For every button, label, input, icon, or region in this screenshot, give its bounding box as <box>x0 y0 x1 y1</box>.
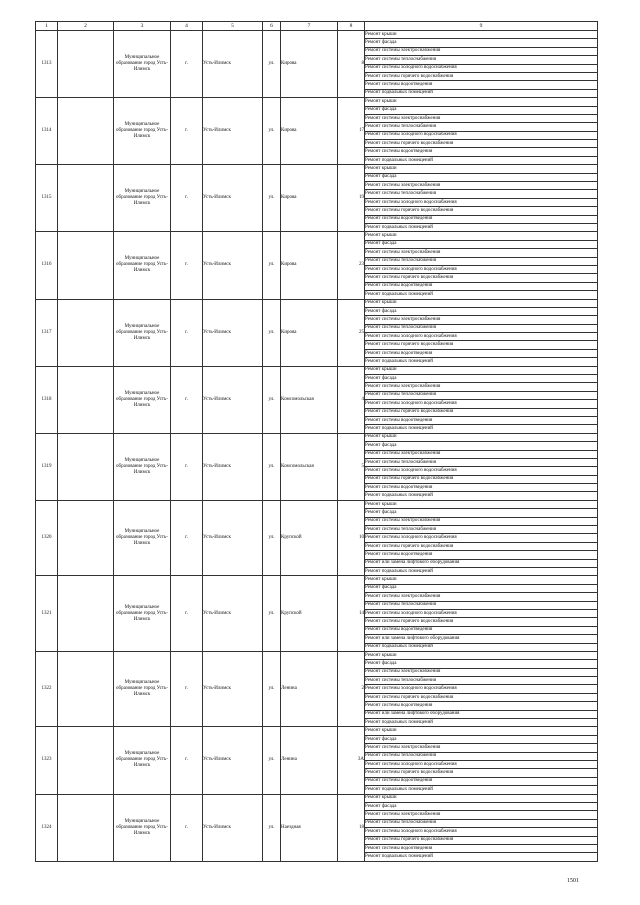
column-number: 4 <box>171 22 203 31</box>
settlement-name: Усть-Илимск <box>203 299 263 366</box>
work-type: Ремонт системы теплоснабжения <box>365 458 598 466</box>
house-number: 2 <box>338 651 365 727</box>
municipality-name: Муниципальное образование город Усть-Илимск <box>114 576 171 652</box>
row-number: 1319 <box>36 433 58 500</box>
work-type: Ремонт фасада <box>365 660 598 668</box>
column-number: 6 <box>263 22 281 31</box>
work-type: Ремонт системы горячего водоснабжения <box>365 341 598 349</box>
column-number: 9 <box>365 22 598 31</box>
work-type: Ремонт системы теплоснабжения <box>365 190 598 198</box>
row-number: 1321 <box>36 576 58 652</box>
work-type: Ремонт крыши <box>365 576 598 584</box>
municipality-name: Муниципальное образование город Усть-Илимск <box>114 232 171 299</box>
settlement-type: г. <box>171 727 203 794</box>
column-number: 7 <box>281 22 338 31</box>
work-type: Ремонт системы горячего водоснабжения <box>365 693 598 701</box>
table-row <box>36 794 598 802</box>
settlement-name: Усть-Илимск <box>203 500 263 576</box>
municipality-name: Муниципальное образование город Усть-Илимск <box>114 366 171 433</box>
street-type: ул. <box>263 794 281 861</box>
work-type: Ремонт крыши <box>365 433 598 441</box>
work-type: Ремонт системы горячего водоснабжения <box>365 140 598 148</box>
work-type: Ремонт крыши <box>365 232 598 240</box>
work-type: Ремонт подвальных помещений <box>365 223 598 231</box>
work-type: Ремонт крыши <box>365 366 598 374</box>
house-number: 17 <box>338 98 365 165</box>
work-type: Ремонт фасада <box>365 802 598 810</box>
empty-cell <box>58 165 114 232</box>
repair-register-table <box>35 21 598 862</box>
settlement-type: г. <box>171 299 203 366</box>
work-type: Ремонт системы водоотведения <box>365 844 598 852</box>
street-type: ул. <box>263 299 281 366</box>
settlement-name: Усть-Илимск <box>203 366 263 433</box>
settlement-type: г. <box>171 576 203 652</box>
work-type: Ремонт системы водоотведения <box>365 626 598 634</box>
work-type: Ремонт системы водоотведения <box>365 282 598 290</box>
house-number: 18 <box>338 794 365 861</box>
work-type: Ремонт системы теплоснабжения <box>365 526 598 534</box>
row-number: 1324 <box>36 794 58 861</box>
settlement-name: Усть-Илимск <box>203 576 263 652</box>
house-number: 3А <box>338 727 365 794</box>
work-type: Ремонт системы теплоснабжения <box>365 391 598 399</box>
work-type: Ремонт крыши <box>365 165 598 173</box>
work-type: Ремонт системы водоотведения <box>365 81 598 89</box>
work-type: Ремонт системы электроснабжения <box>365 182 598 190</box>
row-number: 1322 <box>36 651 58 727</box>
work-type: Ремонт системы холодного водоснабжения <box>365 685 598 693</box>
work-type: Ремонт или замена лифтового оборудования <box>365 635 598 643</box>
street-name: Комсомольская <box>281 366 338 433</box>
column-number: 1 <box>36 22 58 31</box>
work-type: Ремонт системы электроснабжения <box>365 811 598 819</box>
work-type: Ремонт системы теплоснабжения <box>365 324 598 332</box>
work-type: Ремонт системы горячего водоснабжения <box>365 408 598 416</box>
settlement-name: Усть-Илимск <box>203 794 263 861</box>
work-type: Ремонт системы водоотведения <box>365 349 598 357</box>
work-type: Ремонт подвальных помещений <box>365 786 598 794</box>
work-type: Ремонт системы горячего водоснабжения <box>365 475 598 483</box>
work-type: Ремонт подвальных помещений <box>365 156 598 164</box>
column-number: 2 <box>58 22 114 31</box>
work-type: Ремонт системы горячего водоснабжения <box>365 618 598 626</box>
work-type: Ремонт системы водоотведения <box>365 777 598 785</box>
work-type: Ремонт системы электроснабжения <box>365 249 598 257</box>
work-type: Ремонт системы холодного водоснабжения <box>365 333 598 341</box>
table-row <box>36 651 598 659</box>
work-type: Ремонт системы электроснабжения <box>365 316 598 324</box>
work-type: Ремонт системы горячего водоснабжения <box>365 836 598 844</box>
empty-cell <box>58 31 114 98</box>
work-type: Ремонт фасада <box>365 240 598 248</box>
work-type: Ремонт крыши <box>365 794 598 802</box>
street-name: Крупской <box>281 576 338 652</box>
work-type: Ремонт или замена лифтового оборудования <box>365 559 598 567</box>
settlement-type: г. <box>171 433 203 500</box>
work-type: Ремонт системы водоотведения <box>365 148 598 156</box>
street-name: Комсомольская <box>281 433 338 500</box>
work-type: Ремонт подвальных помещений <box>365 853 598 861</box>
table-row <box>36 232 598 240</box>
work-type: Ремонт системы холодного водоснабжения <box>365 467 598 475</box>
street-type: ул. <box>263 727 281 794</box>
municipality-name: Муниципальное образование город Усть-Илимск <box>114 794 171 861</box>
table-row <box>36 165 598 173</box>
work-type: Ремонт крыши <box>365 651 598 659</box>
work-type: Ремонт фасада <box>365 442 598 450</box>
work-type: Ремонт системы теплоснабжения <box>365 677 598 685</box>
table-row <box>36 576 598 584</box>
street-type: ул. <box>263 98 281 165</box>
settlement-name: Усть-Илимск <box>203 31 263 98</box>
work-type: Ремонт системы холодного водоснабжения <box>365 400 598 408</box>
work-type: Ремонт подвальных помещений <box>365 89 598 97</box>
municipality-name: Муниципальное образование город Усть-Илимск <box>114 299 171 366</box>
empty-cell <box>58 500 114 576</box>
work-type: Ремонт системы теплоснабжения <box>365 123 598 131</box>
work-type: Ремонт системы электроснабжения <box>365 450 598 458</box>
row-number: 1315 <box>36 165 58 232</box>
work-type: Ремонт крыши <box>365 299 598 307</box>
work-type: Ремонт системы водоотведения <box>365 416 598 424</box>
settlement-type: г. <box>171 31 203 98</box>
municipality-name: Муниципальное образование город Усть-Илимск <box>114 433 171 500</box>
work-type: Ремонт системы теплоснабжения <box>365 56 598 64</box>
row-number: 1317 <box>36 299 58 366</box>
work-type: Ремонт системы горячего водоснабжения <box>365 207 598 215</box>
settlement-type: г. <box>171 500 203 576</box>
table-row <box>36 366 598 374</box>
work-type: Ремонт крыши <box>365 727 598 735</box>
settlement-type: г. <box>171 651 203 727</box>
row-number: 1318 <box>36 366 58 433</box>
settlement-type: г. <box>171 366 203 433</box>
work-type: Ремонт или замена лифтового оборудования <box>365 710 598 718</box>
house-number: 25 <box>338 299 365 366</box>
work-type: Ремонт системы холодного водоснабжения <box>365 760 598 768</box>
table-row <box>36 727 598 735</box>
work-type: Ремонт системы электроснабжения <box>365 668 598 676</box>
street-type: ул. <box>263 500 281 576</box>
work-type: Ремонт системы водоотведения <box>365 484 598 492</box>
empty-cell <box>58 299 114 366</box>
street-name: Кирова <box>281 165 338 232</box>
table-row <box>36 500 598 508</box>
house-number: 19 <box>338 165 365 232</box>
work-type: Ремонт системы электроснабжения <box>365 383 598 391</box>
row-number: 1313 <box>36 31 58 98</box>
work-type: Ремонт системы водоотведения <box>365 702 598 710</box>
row-number: 1316 <box>36 232 58 299</box>
municipality-name: Муниципальное образование город Усть-Илимск <box>114 165 171 232</box>
work-type: Ремонт системы электроснабжения <box>365 593 598 601</box>
street-type: ул. <box>263 433 281 500</box>
work-type: Ремонт фасада <box>365 584 598 592</box>
street-type: ул. <box>263 366 281 433</box>
house-number: 23 <box>338 232 365 299</box>
column-number: 8 <box>338 22 365 31</box>
work-type: Ремонт подвальных помещений <box>365 719 598 727</box>
work-type: Ремонт системы холодного водоснабжения <box>365 828 598 836</box>
table-row <box>36 433 598 441</box>
street-name: Кирова <box>281 299 338 366</box>
work-type: Ремонт системы теплоснабжения <box>365 601 598 609</box>
empty-cell <box>58 433 114 500</box>
settlement-name: Усть-Илимск <box>203 651 263 727</box>
empty-cell <box>58 727 114 794</box>
empty-cell <box>58 651 114 727</box>
empty-cell <box>58 576 114 652</box>
work-type: Ремонт фасада <box>365 735 598 743</box>
page-number: 1501 <box>567 878 579 884</box>
street-name: Кирова <box>281 98 338 165</box>
street-type: ул. <box>263 576 281 652</box>
empty-cell <box>58 366 114 433</box>
work-type: Ремонт системы теплоснабжения <box>365 752 598 760</box>
work-type: Ремонт системы горячего водоснабжения <box>365 769 598 777</box>
municipality-name: Муниципальное образование город Усть-Илимск <box>114 727 171 794</box>
work-type: Ремонт фасада <box>365 39 598 47</box>
table-row <box>36 31 598 39</box>
row-number: 1323 <box>36 727 58 794</box>
empty-cell <box>58 794 114 861</box>
street-type: ул. <box>263 31 281 98</box>
work-type: Ремонт подвальных помещений <box>365 643 598 651</box>
settlement-name: Усть-Илимск <box>203 232 263 299</box>
document-sheet <box>35 21 598 862</box>
work-type: Ремонт фасада <box>365 106 598 114</box>
work-type: Ремонт подвальных помещений <box>365 291 598 299</box>
work-type: Ремонт системы горячего водоснабжения <box>365 72 598 80</box>
empty-cell <box>58 98 114 165</box>
settlement-type: г. <box>171 232 203 299</box>
work-type: Ремонт фасада <box>365 307 598 315</box>
municipality-name: Муниципальное образование город Усть-Илимск <box>114 31 171 98</box>
row-number: 1320 <box>36 500 58 576</box>
work-type: Ремонт системы холодного водоснабжения <box>365 64 598 72</box>
table-body <box>36 31 598 862</box>
house-number: 8 <box>338 31 365 98</box>
street-name: Ленина <box>281 727 338 794</box>
municipality-name: Муниципальное образование город Усть-Илимск <box>114 98 171 165</box>
work-type: Ремонт крыши <box>365 31 598 39</box>
settlement-name: Усть-Илимск <box>203 433 263 500</box>
settlement-name: Усть-Илимск <box>203 165 263 232</box>
work-type: Ремонт системы холодного водоснабжения <box>365 609 598 617</box>
street-name: Кирова <box>281 232 338 299</box>
settlement-type: г. <box>171 794 203 861</box>
street-type: ул. <box>263 651 281 727</box>
work-type: Ремонт подвальных помещений <box>365 358 598 366</box>
street-name: Кирова <box>281 31 338 98</box>
work-type: Ремонт фасада <box>365 509 598 517</box>
row-number: 1314 <box>36 98 58 165</box>
house-number: 10 <box>338 500 365 576</box>
table-row <box>36 98 598 106</box>
settlement-type: г. <box>171 98 203 165</box>
work-type: Ремонт системы водоотведения <box>365 215 598 223</box>
house-number: 5 <box>338 433 365 500</box>
municipality-name: Муниципальное образование город Усть-Илимск <box>114 500 171 576</box>
column-number: 3 <box>114 22 171 31</box>
work-type: Ремонт системы холодного водоснабжения <box>365 131 598 139</box>
work-type: Ремонт системы электроснабжения <box>365 517 598 525</box>
work-type: Ремонт системы холодного водоснабжения <box>365 265 598 273</box>
work-type: Ремонт фасада <box>365 173 598 181</box>
work-type: Ремонт подвальных помещений <box>365 492 598 500</box>
street-type: ул. <box>263 165 281 232</box>
street-name: Ленина <box>281 651 338 727</box>
work-type: Ремонт системы холодного водоснабжения <box>365 198 598 206</box>
settlement-type: г. <box>171 165 203 232</box>
settlement-name: Усть-Илимск <box>203 727 263 794</box>
street-name: Наездная <box>281 794 338 861</box>
work-type: Ремонт фасада <box>365 375 598 383</box>
street-type: ул. <box>263 232 281 299</box>
work-type: Ремонт системы водоотведения <box>365 551 598 559</box>
work-type: Ремонт системы электроснабжения <box>365 744 598 752</box>
work-type: Ремонт системы холодного водоснабжения <box>365 534 598 542</box>
work-type: Ремонт системы электроснабжения <box>365 114 598 122</box>
municipality-name: Муниципальное образование город Усть-Илимск <box>114 651 171 727</box>
empty-cell <box>58 232 114 299</box>
work-type: Ремонт подвальных помещений <box>365 425 598 433</box>
work-type: Ремонт системы электроснабжения <box>365 47 598 55</box>
settlement-name: Усть-Илимск <box>203 98 263 165</box>
work-type: Ремонт крыши <box>365 98 598 106</box>
street-name: Крупской <box>281 500 338 576</box>
work-type: Ремонт системы теплоснабжения <box>365 257 598 265</box>
work-type: Ремонт системы горячего водоснабжения <box>365 274 598 282</box>
work-type: Ремонт подвальных помещений <box>365 568 598 576</box>
table-row <box>36 299 598 307</box>
work-type: Ремонт крыши <box>365 500 598 508</box>
work-type: Ремонт системы горячего водоснабжения <box>365 542 598 550</box>
column-number: 5 <box>203 22 263 31</box>
house-number: 4 <box>338 366 365 433</box>
house-number: 14 <box>338 576 365 652</box>
column-number-row <box>36 22 598 31</box>
work-type: Ремонт системы теплоснабжения <box>365 819 598 827</box>
